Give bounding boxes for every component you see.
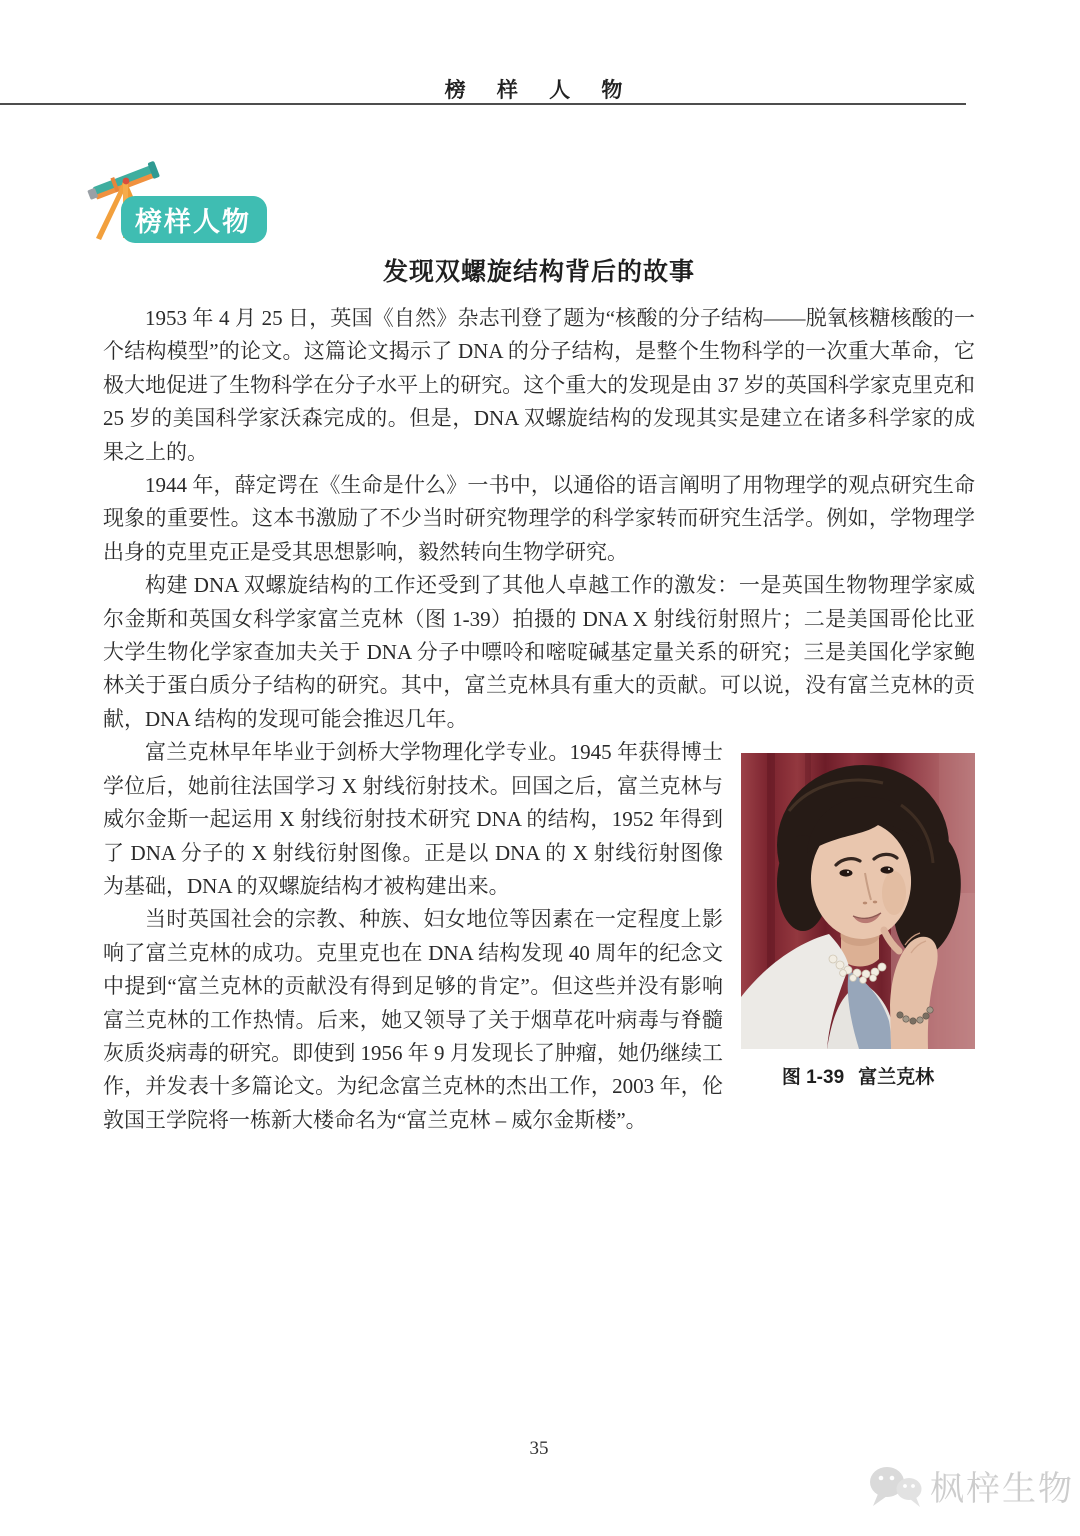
article-title: 发现双螺旋结构背后的故事 xyxy=(382,258,695,286)
paragraph-5: 当时英国社会的宗教、种族、妇女地位等因素在一定程度上影响了富兰克林的成功。克里克也在 DNA 结构发现 40 周年的纪念文中提到“富兰克林的贡献没有得到足够的肯定”。但这些并没有影响富兰克林的工作热情。后来，她又领导了关于烟草花叶病毒与脊髓灰质炎病毒的研究。即使到 1956 年 9 月发现长了肿瘤，她仍继续工作，并发表十多篇论文。为纪念富兰克林的杰出工作，2003 年，伦敦国王学院将一栋新大楼命名为“富兰克林 – 威尔金斯楼”。 xyxy=(103,907,723,1132)
chat-bubbles-icon xyxy=(866,1458,924,1512)
figure-caption-label: 图 1-39 xyxy=(781,1067,845,1089)
paragraph-3: 构建 DNA 双螺旋结构的工作还受到了其他人卓越工作的激发：一是英国生物物理学家威尔金斯和英国女科学家富兰克林（图 1-39）拍摄的 DNA X 射线衍射照片；二是美国哥伦比亚大学生物化学家查加夫关于 DNA 分子中嘌呤和嘧啶碱基定量关系的研究；三是美国化学家鲍林关于蛋白质分子结构的研究。其中，富兰克林具有重大的贡献。可以说，没有富兰克林的贡献，DNA 结构的发现可能会推迟几年。 xyxy=(103,573,975,731)
wrapped-text-section xyxy=(103,736,975,1137)
header-rule xyxy=(0,103,966,105)
watermark xyxy=(866,1458,1074,1512)
watermark-text: 枫梓生物 xyxy=(930,1469,1074,1508)
article xyxy=(103,252,975,1137)
paragraph-4: 富兰克林早年毕业于剑桥大学物理化学专业。1945 年获得博士学位后，她前往法国学习 X 射线衍射技术。回国之后，富兰克林与威尔金斯一起运用 X 射线衍射技术研究 DNA 的结构，1952 年得到了 DNA 分子的 X 射线衍射图像。正是以 DNA 的 X 射线衍射图像为基础，DNA 的双螺旋结构才被构建出来。 xyxy=(103,740,723,898)
figure-1-39 xyxy=(741,753,975,1089)
paragraph-1: 1953 年 4 月 25 日，英国《自然》杂志刊登了题为“核酸的分子结构——脱氧核糖核酸的一个结构模型”的论文。这篇论文揭示了 DNA 的分子结构，是整个生物科学的一次重大革命，它极大地促进了生物科学在分子水平上的研究。这个重大的发现是由 37 岁的英国科学家克里克和 25 岁的美国科学家沃森完成的。但是，DNA 双螺旋结构的发现其实是建立在诸多科学家的成果之上的。 xyxy=(103,306,975,464)
paragraph-2: 1944 年，薛定谔在《生命是什么》一书中，以通俗的语言阐明了用物理学的观点研究生命现象的重要性。这本书激励了不少当时研究物理学的科学家转而研究生活学。例如，学物理学出身的克里克正是受其思想影响，毅然转向生物学研究。 xyxy=(103,473,975,564)
section-badge-label: 榜样人物 xyxy=(135,207,251,237)
section-badge xyxy=(121,196,267,243)
page-number: 35 xyxy=(529,1438,549,1459)
figure-caption xyxy=(741,1062,975,1089)
figure-caption-name: 富兰克林 xyxy=(858,1067,935,1089)
franklin-portrait-photo xyxy=(741,753,975,1049)
running-head-title: 榜 样 人 物 xyxy=(444,78,636,102)
